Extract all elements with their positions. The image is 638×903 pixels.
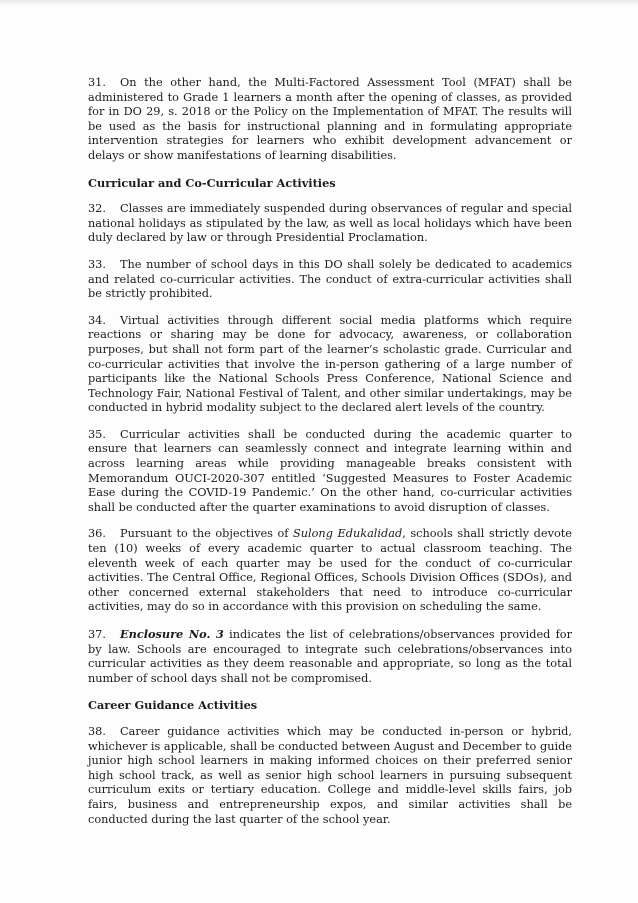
paragraph-text-after: , schools shall strictly devote ten (10) weeks of every academic quarter to actual classroom teaching. The eleventh week of each quarter may be used for the conduct of co-curricular activities. The Central Office, Regional Offices, Schools Division Offices (SDOs), and other concerned external stakeholders that need to introduce co-curricular activities, may do so in accordance with this provision on scheduling the same. (88, 527, 572, 614)
paragraph-text-after: indicates the list of celebrations/observances provided for by law. Schools are encouraged to integrate such celebrations/observances into curricular activities as they deem reasonable and appropriate, so long as the total number of school days shall not be compromised. (88, 628, 572, 685)
section-heading-career: Career Guidance Activities (88, 698, 258, 713)
paragraph-number: 31. (88, 76, 106, 89)
paragraph-31 (88, 76, 572, 164)
paragraph-text: The number of school days in this DO shall solely be dedicated to academics and related co-curricular activities. The conduct of extra-curricular activities shall be strictly prohibited. (88, 257, 572, 301)
paragraph-text-before: Pursuant to the objectives of (120, 527, 293, 541)
paragraph-35 (88, 428, 572, 516)
paragraph-text: Career guidance activities which may be conducted in-person or hybrid, whichever is applicable, shall be conducted between August and December to guide junior high school learners in making informed choices on their preferred senior high school track, as well as senior high school learners in pursuing subsequent curriculum exits or tertiary education. College and middle-level skills fairs, job fairs, business and entrepreneurship expos, and similar activities shall be conducted during the last quarter of the school year. (88, 724, 572, 826)
paragraph-38 (88, 725, 572, 827)
paragraph-number: 34. (88, 313, 106, 327)
enclosure-reference: Enclosure No. 3 (120, 627, 224, 641)
paragraph-36 (88, 527, 572, 615)
paragraph-37 (88, 627, 572, 686)
paragraph-33 (88, 258, 572, 302)
paragraph-text: Classes are immediately suspended during observances of regular and special national holidays as stipulated by the law, as well as local holidays which have been duly declared by law or through Presidential Proclamation. (88, 202, 572, 245)
paragraph-number: 37. (88, 628, 106, 641)
paragraph-number: 32. (88, 202, 106, 216)
paragraph-number: 35. (88, 427, 106, 441)
scan-edge-shadow (0, 0, 638, 6)
program-name-italic: Sulong Edukalidad (293, 527, 403, 541)
section-heading-curricular: Curricular and Co-Curricular Activities (88, 175, 336, 190)
paragraph-text: Virtual activities through different social media platforms which require reactions or sharing may be done for advocacy, awareness, or collaboration purposes, but shall not form part of the learner’s scholastic grade. Curricular and co-curricular activities that involve the in-person gathering of a large number of participants like the National Schools Press Conference, National Science and Technology Fair, National Festival of Talent, and other similar undertakings, may be conducted in hybrid modality subject to the declared alert levels of the country. (88, 313, 572, 415)
paragraph-34 (88, 314, 572, 416)
paragraph-number: 38. (88, 724, 106, 738)
paragraph-number: 36. (88, 527, 106, 541)
paragraph-32 (88, 202, 572, 246)
paragraph-text: Curricular activities shall be conducted during the academic quarter to ensure that learners can seamlessly connect and integrate learning within and across learning areas while providing manageable breaks consistent with Memorandum OUCI-2020-307 entitled ‘Suggested Measures to Foster Academic Ease during the COVID-19 Pandemic.’ On the other hand, co-curricular activities shall be conducted after the quarter examinations to avoid disruption of classes. (88, 427, 572, 514)
paragraph-number: 33. (88, 257, 106, 271)
paragraph-text: On the other hand, the Multi-Factored Assessment Tool (MFAT) shall be administered to Grade 1 learners a month after the opening of classes, as provided for in DO 29, s. 2018 or the Policy on the Implementation of MFAT. The results will be used as the basis for instructional planning and in formulating appropriate intervention strategies for learners who exhibit development advancement or delays or show manifestations of learning disabilities. (88, 76, 572, 162)
